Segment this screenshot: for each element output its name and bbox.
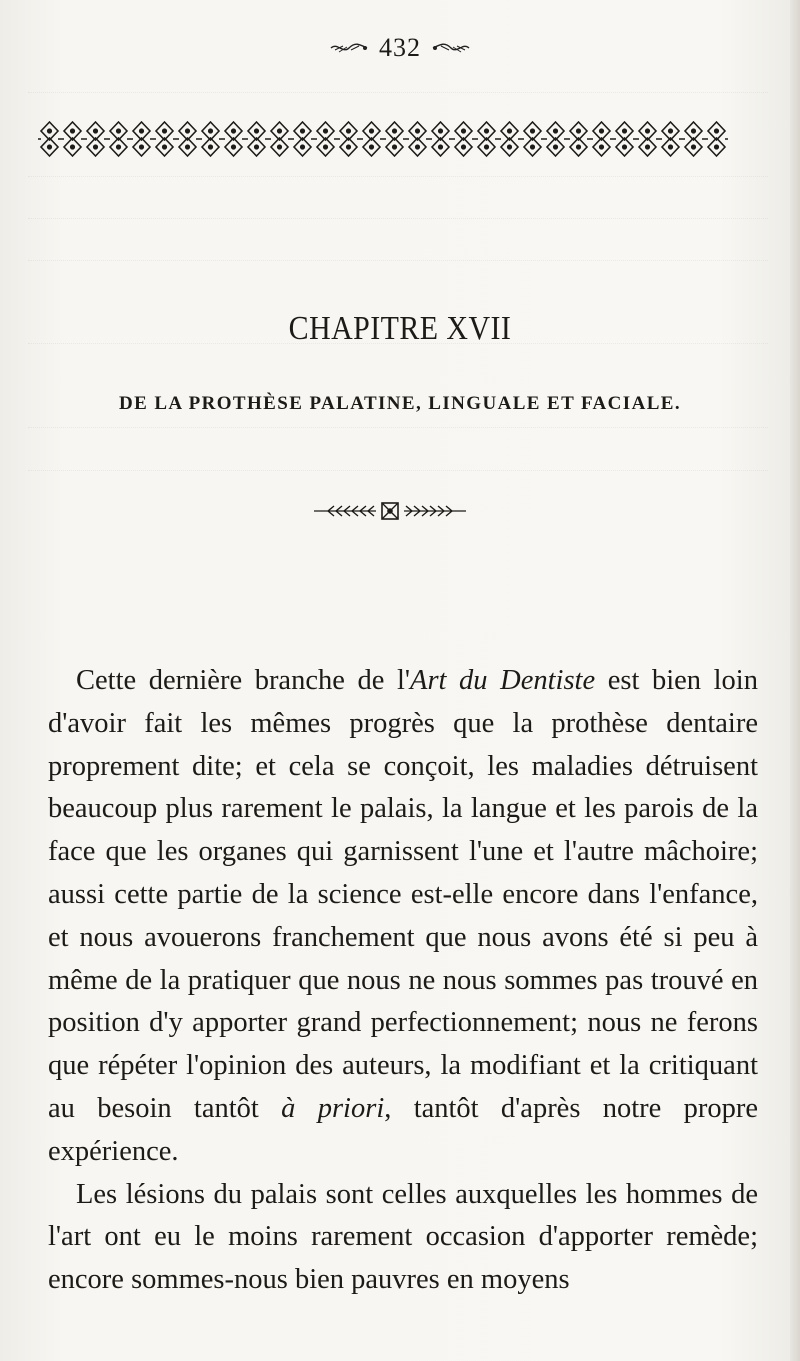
ornamental-border-icon (38, 118, 728, 160)
bleed-through-line (28, 470, 768, 499)
left-flourish-icon (329, 40, 369, 56)
running-header (0, 30, 800, 66)
bleed-through-line (28, 427, 768, 456)
italic-phrase: à priori (281, 1092, 385, 1124)
text-run: , tantôt d'après notre propre expérience. (48, 1092, 758, 1167)
right-flourish-icon (431, 40, 471, 56)
bleed-through-line (28, 260, 768, 289)
text-run: est bien loin d'avoir fait les mêmes progrès que la prothèse dentaire proprement dite; et cela se conçoit, les maladies détruisent beaucoup plus rarement le palais, la langue et les parois de la face que les organes qui garnissent l'une et l'autre mâchoire; aussi cette partie de la science est-elle encore dans l'enfance, et nous avouerons franchement que nous avons été si peu à même de la pratiquer que nous ne nous sommes pas trouvé en position d'y apporter grand perfectionnement; nous ne ferons que répéter l'opinion des auteurs, la modifiant et la critiquant au besoin tantôt (48, 665, 758, 1124)
paragraph-1 (48, 660, 758, 1174)
bleed-through-line (28, 218, 768, 247)
bleed-through-line (28, 92, 768, 121)
bleed-through-line (28, 176, 768, 205)
chapter-title: CHAPITRE XVII (288, 310, 512, 347)
page-number: 432 (379, 33, 421, 62)
body-text (48, 660, 758, 1302)
fleuron-separator-icon (310, 500, 470, 522)
page-spine-shadow (790, 0, 800, 1361)
chapter-subtitle: DE LA PROTHÈSE PALATINE, LINGUALE ET FACIALE. (118, 393, 682, 414)
text-run: Cette dernière branche de l' (76, 665, 411, 696)
paragraph-2: Les lésions du palais sont celles auxquelles les hommes de l'art ont eu le moins rarement occasion d'apporter remède; encore sommes-nous bien pauvres en moyens (48, 1178, 758, 1296)
italic-title: Art du Dentiste (410, 665, 596, 696)
